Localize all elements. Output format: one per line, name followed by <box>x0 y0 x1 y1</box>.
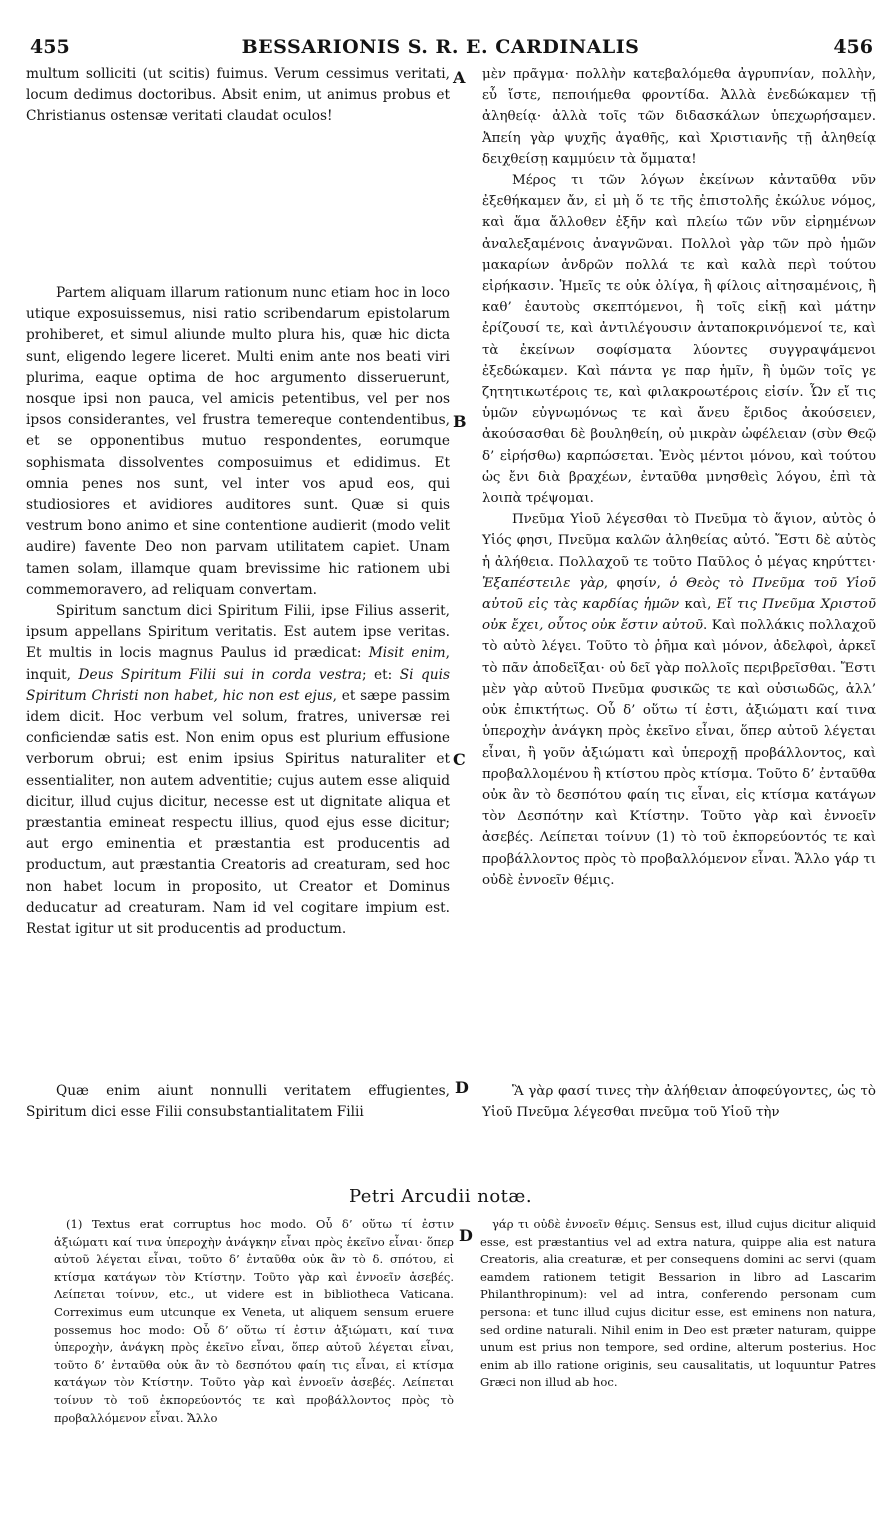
latin-paragraph-1: multum solliciti (ut scitis) fuimus. Verum cessimus veritati, locum dedimus doctoribus. Absit enim, ut animus probus et Christianus ostensæ veritati claudat oculos! <box>26 66 450 125</box>
running-title: BESSARIONIS S. R. E. CARDINALIS <box>241 36 640 58</box>
margin-letter-c: C <box>453 750 466 769</box>
latin-paragraph-2: Partem aliquam illarum rationum nunc etiam hoc in loco utique exposuissemus, nisi ratio scribendarum epistolarum prohiberet, et simul aliunde multo plura his, quæ hic dicta sunt, eligendo legere liceret. Multi enim ante nos beati viri plurima, eaque optima de hoc argumento disseruerunt, nosque ipsi non pauca, vel amicis petentibus, vel per nos ipsos considerantes, vel frustra temereque contendentibus, et se opponentibus mutuo respondentes, eorumque sophismata dissolventes composuimus et edidimus. Et omnia penes nos sunt, vel inter vos apud eos, qui studiosiores et avidiores auditores sunt. Quæ si quis vestrum bono animo et sine contentione audierit (modo velit audire) favente Deo non parvam utilitatem capiet. Unam tamen solam, illamque quam brevissime hic rationem ubi commemoravero, ad reliquam convertam. <box>26 285 450 598</box>
latin-column-bottom <box>26 1081 450 1123</box>
latin-quote-2: Deus Spiritum Filii sui in corda vestra <box>78 666 362 683</box>
latin-quote-1: Misit enim <box>368 645 446 662</box>
margin-letter-a: A <box>453 68 466 87</box>
notes-left-column <box>54 1216 454 1427</box>
latin-paragraph-3: Spiritum sanctum dici Spiritum Filii, ipse Filius asserit, ipsum appellans Spiritum veritatis. Est autem ipse veritas. Et multis in locis magnus Paulus id prædicat: Misit enim, inquit, Deus Spiritum Filii sui in corda vestra; et: Si quis Spiritum Christi non habet, hic non est ejus, et sæpe passim idem dicit. Hoc verbum vel solum, fratres, universæ rei conficiendæ satis est. Non enim opus est plurium effusione verborum obrui; est enim ipsius Spiritus naturaliter et essentialiter, non autem adventitie; cujus autem esse aliquid dicitur, illud cujus dicitur, necesse est ut dignitate aliqua et præstantia emineat respectu illius, quod ejus esse dicitur; aut ergo eminentia et præstantia est producentis ad productum, aut præstantia Creatoris ad creaturam, sed hoc non habet locum in proposito, ut Creator et Dominus deducatur ad creaturam. Nam id vel cogitare impium est. Restat igitur ut sit producentis ad productum. <box>26 603 450 938</box>
note-1-continuation: γάρ τι οὐδὲ ἐννοεῖν θέμις. Sensus est, illud cujus dicitur aliquid esse, est præstantius vel ad extra natura, quippe alia est natura Creatoris, alia creaturæ, et per consequens domini ac servi (quam eamdem rationem tetigit Bessarion in libro ad Lascarim Philanthropinum): vel ad intra, conferendo personam cum persona: et tunc illud cujus dicitur esse, est eminens non natura, sed ordine naturali. Nihil enim in Deo est præter naturam, quippe unum est prius non tempore, sed ordine, alterum posterius. Hoc enim ab illo ratione originis, seu causalitatis, ut loquuntur Patres Græci non illud ab hoc. <box>480 1217 876 1390</box>
notes-title: Petri Arcudii notæ. <box>348 1186 533 1207</box>
greek-quote-3: Εἴ τις Πνεῦμα Χριστοῦ οὐκ ἔχει, οὗτος οὐκ ἔστιν αὐτοῦ <box>482 597 877 634</box>
latin-paragraph-4: Quæ enim aiunt nonnulli veritatem effugientes, Spiritum dici esse Filii consubstantialitatem Filii <box>26 1083 450 1121</box>
latin-quote-3: Si quis Spiritum Christi non habet, hic non est ejus <box>26 666 450 704</box>
greek-column-bottom <box>482 1081 876 1123</box>
notes-right-column <box>480 1216 876 1392</box>
page-number-left: 455 <box>30 36 70 58</box>
greek-paragraph-1: μὲν πρᾶγμα· πολλὴν κατεβαλόμεθα ἀγρυπνίαν, πολλὴν, εὖ ἴστε, πεποιήμεθα φροντίδα. Ἀλλὰ ἐνεδώκαμεν τῇ ἀληθείᾳ· ἀλλὰ τοῖς τῶν διδασκάλων ὑπεχωρήσαμεν. Ἀπείη γὰρ ψυχῆς ἀγαθῆς, καὶ Χριστιανῆς τῇ ἀληθείᾳ δειχθείσῃ καμμύειν τὰ ὄμματα! <box>482 67 876 167</box>
greek-quote-1: Ἐξαπέστειλε γὰρ <box>482 575 604 591</box>
latin-column-main <box>26 283 450 940</box>
greek-paragraph-3: Πνεῦμα Υἱοῦ λέγεσθαι τὸ Πνεῦμα τὸ ἅγιον, αὐτὸς ὁ Υἱός φησι, Πνεῦμα καλῶν ἀληθείας αὐτό. Ἔστι δὲ αὐτὸς ἡ ἀλήθεια. Πολλαχοῦ τε τοῦτο Παῦλος ὁ μέγας κηρύττει· Ἐξαπέστειλε γὰρ, φησίν, ὁ Θεὸς τὸ Πνεῦμα τοῦ Υἱοῦ αὐτοῦ εἰς τὰς καρδίας ἡμῶν καὶ, Εἴ τις Πνεῦμα Χριστοῦ οὐκ ἔχει, οὗτος οὐκ ἔστιν αὐτοῦ. Καὶ πολλάκις πολλαχοῦ τὸ αὐτὸ λέγει. Τοῦτο τὸ ῥῆμα καὶ μόνον, ἀδελφοὶ, ἀρκεῖ τὸ πᾶν ἀποδεῖξαι· οὐ δεῖ γὰρ πολλοῖς περιβρεῖσθαι. Ἔστι μὲν γὰρ αὐτοῦ Πνεῦμα φυσικῶς τε καὶ οὐσιωδῶς, ἀλλ’ οὐκ ἐπικτήτως. Οὗ δ’ οὕτω τί ἐστι, ἀξιώματι καί τινα ὑπεροχὴν ἀνάγκη πρὸς ἐκεῖνο εἶναι, ὅπερ αὐτοῦ λέγεται εἶναι, ἢ γοῦν ἀξιώματι καὶ ὑπεροχῇ προβάλλοντος, καὶ προβαλλομένου ἢ κτίστου πρὸς κτίσμα. Τοῦτο δ’ ἐνταῦθα οὐκ ἂν τὸ δεσπότου φαίη τις εἶναι, εἰς κτίσμα κατάγων τὸν Δεσπότην καὶ Κτίστην. Τοῦτο γὰρ καὶ ἐννοεῖν ἀσεβές. Λείπεται τοίνυν (1) τὸ τοῦ ἐκπορεύοντός τε καὶ προβάλλοντος πρὸς τὸ προβαλλόμενον εἶναι. Ἄλλο γάρ τι οὐδὲ ἐννοεῖν θέμις. <box>482 512 877 888</box>
greek-paragraph-4: Ἃ γὰρ φασί τινες τὴν ἀλήθειαν ἀποφεύγοντες, ὡς τὸ Υἱοῦ Πνεῦμα λέγεσθαι πνεῦμα τοῦ Υἱοῦ τὴν <box>482 1084 876 1121</box>
greek-paragraph-2: Μέρος τι τῶν λόγων ἐκείνων κἀνταῦθα νῦν ἐξεθήκαμεν ἄν, εἰ μὴ ὅ τε τῆς ἐπιστολῆς ἐκώλυε νόμος, καὶ ἅμα ἄλλοθεν ἐξῆν καὶ πλείω τῶν νῦν εἰρημένων ἀναλεξαμένοις ἀναγνῶναι. Πολλοὶ γὰρ τῶν πρὸ ἡμῶν μακαρίων ἀνδρῶν πολλά τε καὶ καλὰ περὶ τούτου εἰρήκασιν. Ἡμεῖς τε οὐκ ὀλίγα, ἢ φίλοις αἰτησαμένοις, ἢ καθ’ ἑαυτοὺς σκεπτόμενοι, ἢ τοῖς εἰκῇ καὶ μάτην ἐρίζουσί τε, καὶ ἀντιλέγουσιν ἀνταποκρινόμενοί τε, καὶ τὰ ἐκείνων σοφίσματα λύοντες συγγραψάμενοι ἐξεδώκαμεν. Καὶ πάντα γε παρ ἡμῖν, ἢ ὑμῶν τοῖς γε ζητητικωτέροις τε, καὶ φιλακροωτέροις εἰσίν. Ὧν εἴ τις ὑμῶν εὐγνωμόνως τε καὶ ἄνευ ἔριδος ἀκούσειεν, ἀκούσασθαι δὲ βουληθείη, οὐ μικρὰν ὠφέλειαν (σὺν Θεῷ δ’ εἰρήσθω) καρπώσεται. Ἑνὸς μέντοι μόνου, καὶ τούτου ὡς ἔνι διὰ βραχέων, ἐνταῦθα μνησθεὶς λόγου, ἐπὶ τὰ λοιπὰ τρέψομαι. <box>482 173 876 507</box>
margin-letter-d-notes: D <box>459 1226 473 1245</box>
page-number-right: 456 <box>833 36 873 58</box>
note-1-text: (1) Textus erat corruptus hoc modo. Οὗ δ’ οὕτω τί ἐστιν ἀξιώματι καί τινα ὑπεροχὴν ἀνάγκην εἶναι πρὸς ἐκεῖνο εἶναι· ὅπερ αὐτοῦ λέγεται εἶναι, τοῦτο δ’ ἐνταῦθα οὐκ ἂν τὸ δ. σπότου, εἰ κτίσμα κατάγων τὸν Κτίστην. Τοῦτο γὰρ καὶ ἐννοεῖν ἀσεβές. Λείπεται τοίνυν, etc., ut videre est in bibliotheca Vaticana. Correximus eum utcunque ex Veneta, ut aliquem sensum eruere possemus hoc modo: Οὗ δ’ οὕτω τί ἐστιν ἀξιώματι, καί τινα ὑπεροχὴν, ἀνάγκη πρὸς ἐκεῖνο εἶναι, ὅπερ αὐτοῦ λέγεται εἶναι, τοῦτο δ’ ἐνταῦθα οὐκ ἂν τὸ δεσπότου φαίη τις εἶναι, εἰ κτίσμα κατάγων τὸν Κτίστην. Τοῦτο γὰρ καὶ ἐννοεῖν ἀσεβές. Λείπεται τοίνυν τὸ τοῦ ἐκπορεύοντός τε καὶ προβάλλοντος πρὸς τὸ προβαλλόμενον εἶναι. Ἄλλο <box>54 1217 454 1425</box>
margin-letter-b: B <box>453 412 467 431</box>
running-header <box>0 30 881 60</box>
margin-letter-d: D <box>455 1078 469 1097</box>
greek-quote-2: ὁ Θεὸς τὸ Πνεῦμα τοῦ Υἱοῦ αὐτοῦ εἰς τὰς καρδίας ἡμῶν <box>482 575 876 613</box>
latin-column-top <box>26 64 450 128</box>
greek-column <box>482 64 876 891</box>
